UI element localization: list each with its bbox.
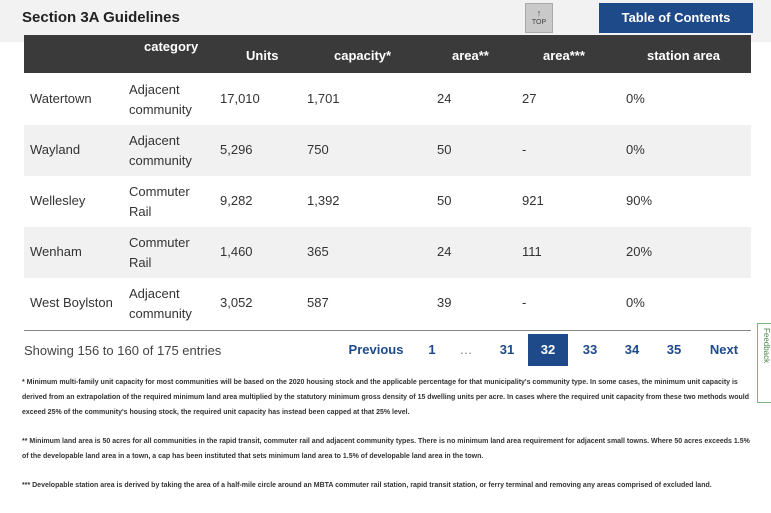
table-header (24, 35, 751, 73)
pagination-page-35[interactable]: 35 (666, 342, 682, 357)
units-cell: 5,296 (220, 142, 253, 157)
land-area-cell: 24 (437, 244, 452, 259)
units-cell: 1,460 (220, 244, 253, 259)
developable-area-cell: 27 (522, 91, 537, 106)
column-header-units[interactable]: Units (246, 48, 279, 63)
units-cell: 3,052 (220, 295, 253, 310)
section-title: Section 3A Guidelines (22, 9, 180, 26)
municipality-cell: Wellesley (30, 193, 86, 208)
table-row (24, 176, 751, 227)
developable-area-cell: - (522, 295, 527, 310)
pagination-page-1[interactable]: 1 (428, 342, 436, 357)
developable-area-cell: - (522, 142, 527, 157)
pagination-page-33[interactable]: 33 (582, 342, 598, 357)
pagination-next[interactable]: Next (709, 342, 739, 357)
community-type-cell: Commuter Rail (129, 235, 190, 270)
developable-area-cell: 111 (522, 244, 542, 259)
table-of-contents-button[interactable]: Table of Contents (599, 3, 753, 33)
municipality-cell: Watertown (30, 91, 92, 106)
pagination-previous[interactable]: Previous (348, 342, 404, 357)
top-label: TOP (531, 19, 547, 26)
community-type-cell: Adjacent community (129, 82, 192, 117)
developable-area-cell: 921 (522, 193, 544, 208)
table-row (24, 278, 751, 329)
station-area-cell: 20% (626, 244, 653, 259)
land-area-cell: 50 (437, 142, 452, 157)
table-bottom-divider (24, 330, 751, 331)
feedback-tab[interactable]: Feedback (757, 323, 771, 403)
column-header-category[interactable]: category (144, 39, 199, 54)
station-area-cell: 0% (626, 295, 645, 310)
table-row (24, 125, 751, 176)
community-type-cell: Commuter Rail (129, 184, 190, 219)
station-area-cell: 90% (626, 193, 653, 208)
municipality-cell: Wenham (30, 244, 82, 259)
community-type-cell: Adjacent community (129, 133, 192, 168)
column-header-capacity[interactable]: capacity* (334, 48, 392, 63)
footnote-capacity: * Minimum multi-family unit capacity for most communities will be based on the 2020 housing stock and the applicable percentage for that municipality's community type. In some cases, the minimum unit capacity is derived from an extrapolation of the required minimum land area multiplied by the statutory minimum gross density of 15 dwelling units per acre. In cases where the required unit capacity from these two methods would exceed 25% of the community's housing stock, the required unit capacity has instead been capped at that 25% level. (22, 379, 749, 416)
units-cell: 17,010 (220, 91, 260, 106)
back-to-top-button[interactable] (525, 3, 553, 33)
pagination-page-31[interactable]: 31 (499, 342, 515, 357)
community-type-cell: Adjacent community (129, 286, 192, 321)
column-header-station-area[interactable]: station area (647, 48, 720, 63)
column-header-developable-area[interactable]: area*** (543, 48, 585, 63)
station-area-cell: 0% (626, 91, 645, 106)
land-area-cell: 50 (437, 193, 452, 208)
pagination-page-32-current[interactable]: 32 (528, 334, 568, 366)
capacity-cell: 587 (307, 295, 329, 310)
table-row (24, 227, 751, 278)
footnote-station-area: *** Developable station area is derived by taking the area of a half-mile circle around an MBTA commuter rail station, rapid transit station, or ferry terminal and removing any areas comprised of excluded land. (22, 482, 712, 489)
up-arrow-icon: ↑ (536, 8, 542, 18)
station-area-cell: 0% (626, 142, 645, 157)
units-cell: 9,282 (220, 193, 253, 208)
table-row (24, 74, 751, 125)
land-area-cell: 24 (437, 91, 452, 106)
capacity-cell: 750 (307, 142, 329, 157)
capacity-cell: 1,701 (307, 91, 340, 106)
land-area-cell: 39 (437, 295, 452, 310)
municipality-cell: West Boylston (30, 295, 113, 310)
pagination-page-34[interactable]: 34 (624, 342, 640, 357)
municipality-cell: Wayland (30, 142, 81, 157)
footnote-land-area: ** Minimum land area is 50 acres for all communities in the rapid transit, commuter rail and adjacent community types. There is no minimum land area requirement for adjacent small towns. Where 50 acres exceeds 1.5% of the developable land area in a town, a cap has been instituted that sets minimum land area to 1.5% of developable land area in the town. (22, 438, 750, 460)
entries-info: Showing 156 to 160 of 175 entries (24, 343, 222, 358)
capacity-cell: 365 (307, 244, 329, 259)
column-header-land-area[interactable]: area** (452, 48, 489, 63)
pagination-ellipsis: … (459, 342, 473, 357)
capacity-cell: 1,392 (307, 193, 340, 208)
